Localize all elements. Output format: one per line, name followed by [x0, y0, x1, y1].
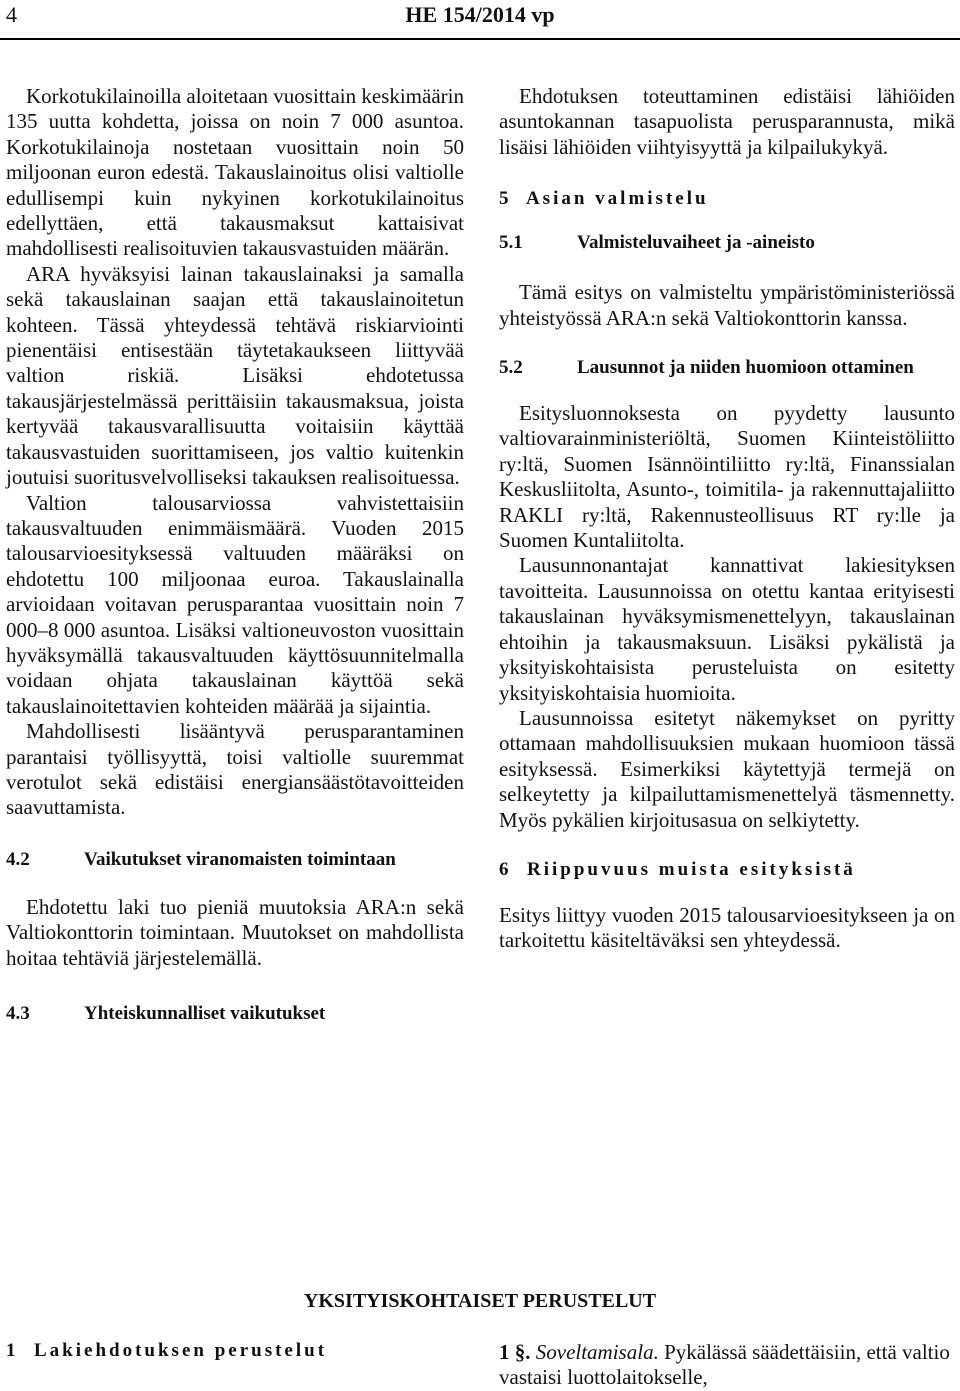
section-title: Valmisteluvaiheet ja -aineisto	[577, 232, 815, 254]
section-heading-1: 1 Lakiehdotuksen perustelut	[6, 1340, 328, 1361]
paragraph: Valtion talousarviossa vahvistettaisiin takausvaltuuden enimmäismäärä. Vuoden 2015 talousarvioesityksessä valtuuden määräksi on ehdotettu 100 miljoonaa euroa. Takauslainalla arvioidaan voitavan perusparantaa vuosittain noin 7 000–8 000 asuntoa. Lisäksi valtioneuvoston vuosittain hyväksymällä takausvaltuuden käyttösuunnitelmalla voidaan ohjata takauslainan käyttöä sekä takauslainoitettavien kohteiden määrää ja sijaintia.	[6, 490, 464, 718]
paragraph-heading: Soveltamisala.	[535, 1340, 659, 1364]
document-id: HE 154/2014 vp	[405, 2, 555, 27]
section-heading-5: 5 Asian valmistelu	[499, 188, 709, 210]
section-number: 4.3	[6, 1003, 30, 1024]
paragraph-number: 1 §.	[499, 1340, 531, 1364]
section-title-detailed: YKSITYISKOHTAISET PERUSTELUT	[303, 1290, 657, 1312]
paragraph-text: Pykälässä säädettäisiin, että valtio vastaisi luottolaitokselle,	[499, 1340, 950, 1390]
page-number: 4	[6, 2, 17, 27]
paragraph: Ehdotettu laki tuo pieniä muutoksia ARA:n sekä Valtiokonttorin toimintaan. Muutokset on mahdollista hoitaa tehtäviä järjestelemällä.	[6, 894, 464, 970]
section-heading-5-2	[499, 355, 955, 381]
section-number: 4.2	[6, 848, 30, 870]
paragraph-1-section	[499, 1340, 955, 1391]
section-title: Yhteiskunnalliset vaikutukset	[84, 1003, 326, 1024]
section-heading-6: 6 Riippuvuus muista esityksistä	[499, 858, 856, 880]
section-heading-5-1	[499, 230, 955, 256]
paragraph: Ehdotuksen toteuttaminen edistäisi lähiöiden asuntokannan tasapuolista perusparannusta, mikä lisäisi lähiöiden viihtyisyyttä ja kilpailukykyä.	[499, 84, 955, 159]
section-title: Lausunnot ja niiden huomioon ottaminen	[577, 357, 914, 379]
left-column	[6, 84, 464, 1027]
section-number: 5.2	[499, 357, 523, 379]
section-title: Vaikutukset viranomaisten toimintaan	[84, 848, 396, 870]
paragraph: Esitys liittyy vuoden 2015 talousarvioesitykseen ja on tarkoitettu käsiteltäväksi sen yhteydessä.	[499, 902, 955, 953]
paragraph: Esitysluonnoksesta on pyydetty lausunto valtiovarainministeriöltä, Suomen Kiinteistöliitto ry:ltä, Suomen Isännöintiliitto ry:ltä, Finanssialan Keskusliitolta, Asunto-, toimitila- ja rakennuttajaliitto RAKLI ry:ltä, Rakennusteollisuus RT ry:lle ja Suomen Kuntaliitolta.	[499, 401, 955, 553]
section-number: 5.1	[499, 232, 523, 254]
paragraph: Tämä esitys on valmisteltu ympäristöministeriössä yhteistyössä ARA:n sekä Valtiokonttorin kanssa.	[499, 280, 955, 330]
header-rule	[0, 38, 960, 40]
section-heading-4-2	[6, 847, 464, 873]
paragraph: ARA hyväksyisi lainan takauslainaksi ja samalla sekä takauslainan saajan että takauslainoitetun kohteen. Tässä yhteydessä tehtävä riskiarviointi pienentäisi entisestään täytetakaukseen liittyvää valtion riskiä. Lisäksi ehdotetussa takausjärjestelmässä perittäisiin takausmaksua, joista kertyvää takausvarallisuutta voitaisiin käyttää takausvastuiden suorittamiseen, jos valtio kuitenkin joutuisi suoritusvelvolliseksi takauksen realisoituessa.	[6, 261, 464, 490]
section-heading-4-3	[6, 1001, 464, 1027]
paragraph: Mahdollisesti lisääntyvä perusparantaminen parantaisi työllisyyttä, toisi valtiolle suuremmat verotulot sekä edistäisi energiansäästötavoitteiden saavuttamista.	[6, 719, 464, 820]
paragraph: Lausunnoissa esitetyt näkemykset on pyritty ottamaan mahdollisuuksien mukaan huomioon tässä esityksessä. Esimerkiksi käytettyjä termejä on selkeytetty ja kilpailuttamismenettelyä täsmennetty. Myös pykälien kirjoitusasua on selkiytetty.	[499, 705, 955, 832]
paragraph: Lausunnonantajat kannattivat lakiesityksen tavoitteita. Lausunnoissa on otettu kantaa erityisesti takauslainan hyväksymismenettelyyn, takauslainan ehtoihin ja takausmaksuun. Lisäksi pykälistä ja yksityiskohtaisista perusteluista on esitetty yksityiskohtaisia huomioita.	[499, 553, 955, 705]
paragraph: Korkotukilainoilla aloitetaan vuosittain keskimäärin 135 uutta kohdetta, joissa on noin 7 000 asuntoa. Korkotukilainoja nostetaan vuosittain noin 50 miljoonan euron edestä. Takauslainoitus olisi valtiolle edullisempi kuin nykyinen korkotukilainoitus edellyttäen, että takausmaksut kattaisivat mahdollisesti realisoituvien takausvastuiden määrän.	[6, 84, 464, 261]
right-column	[499, 84, 955, 954]
